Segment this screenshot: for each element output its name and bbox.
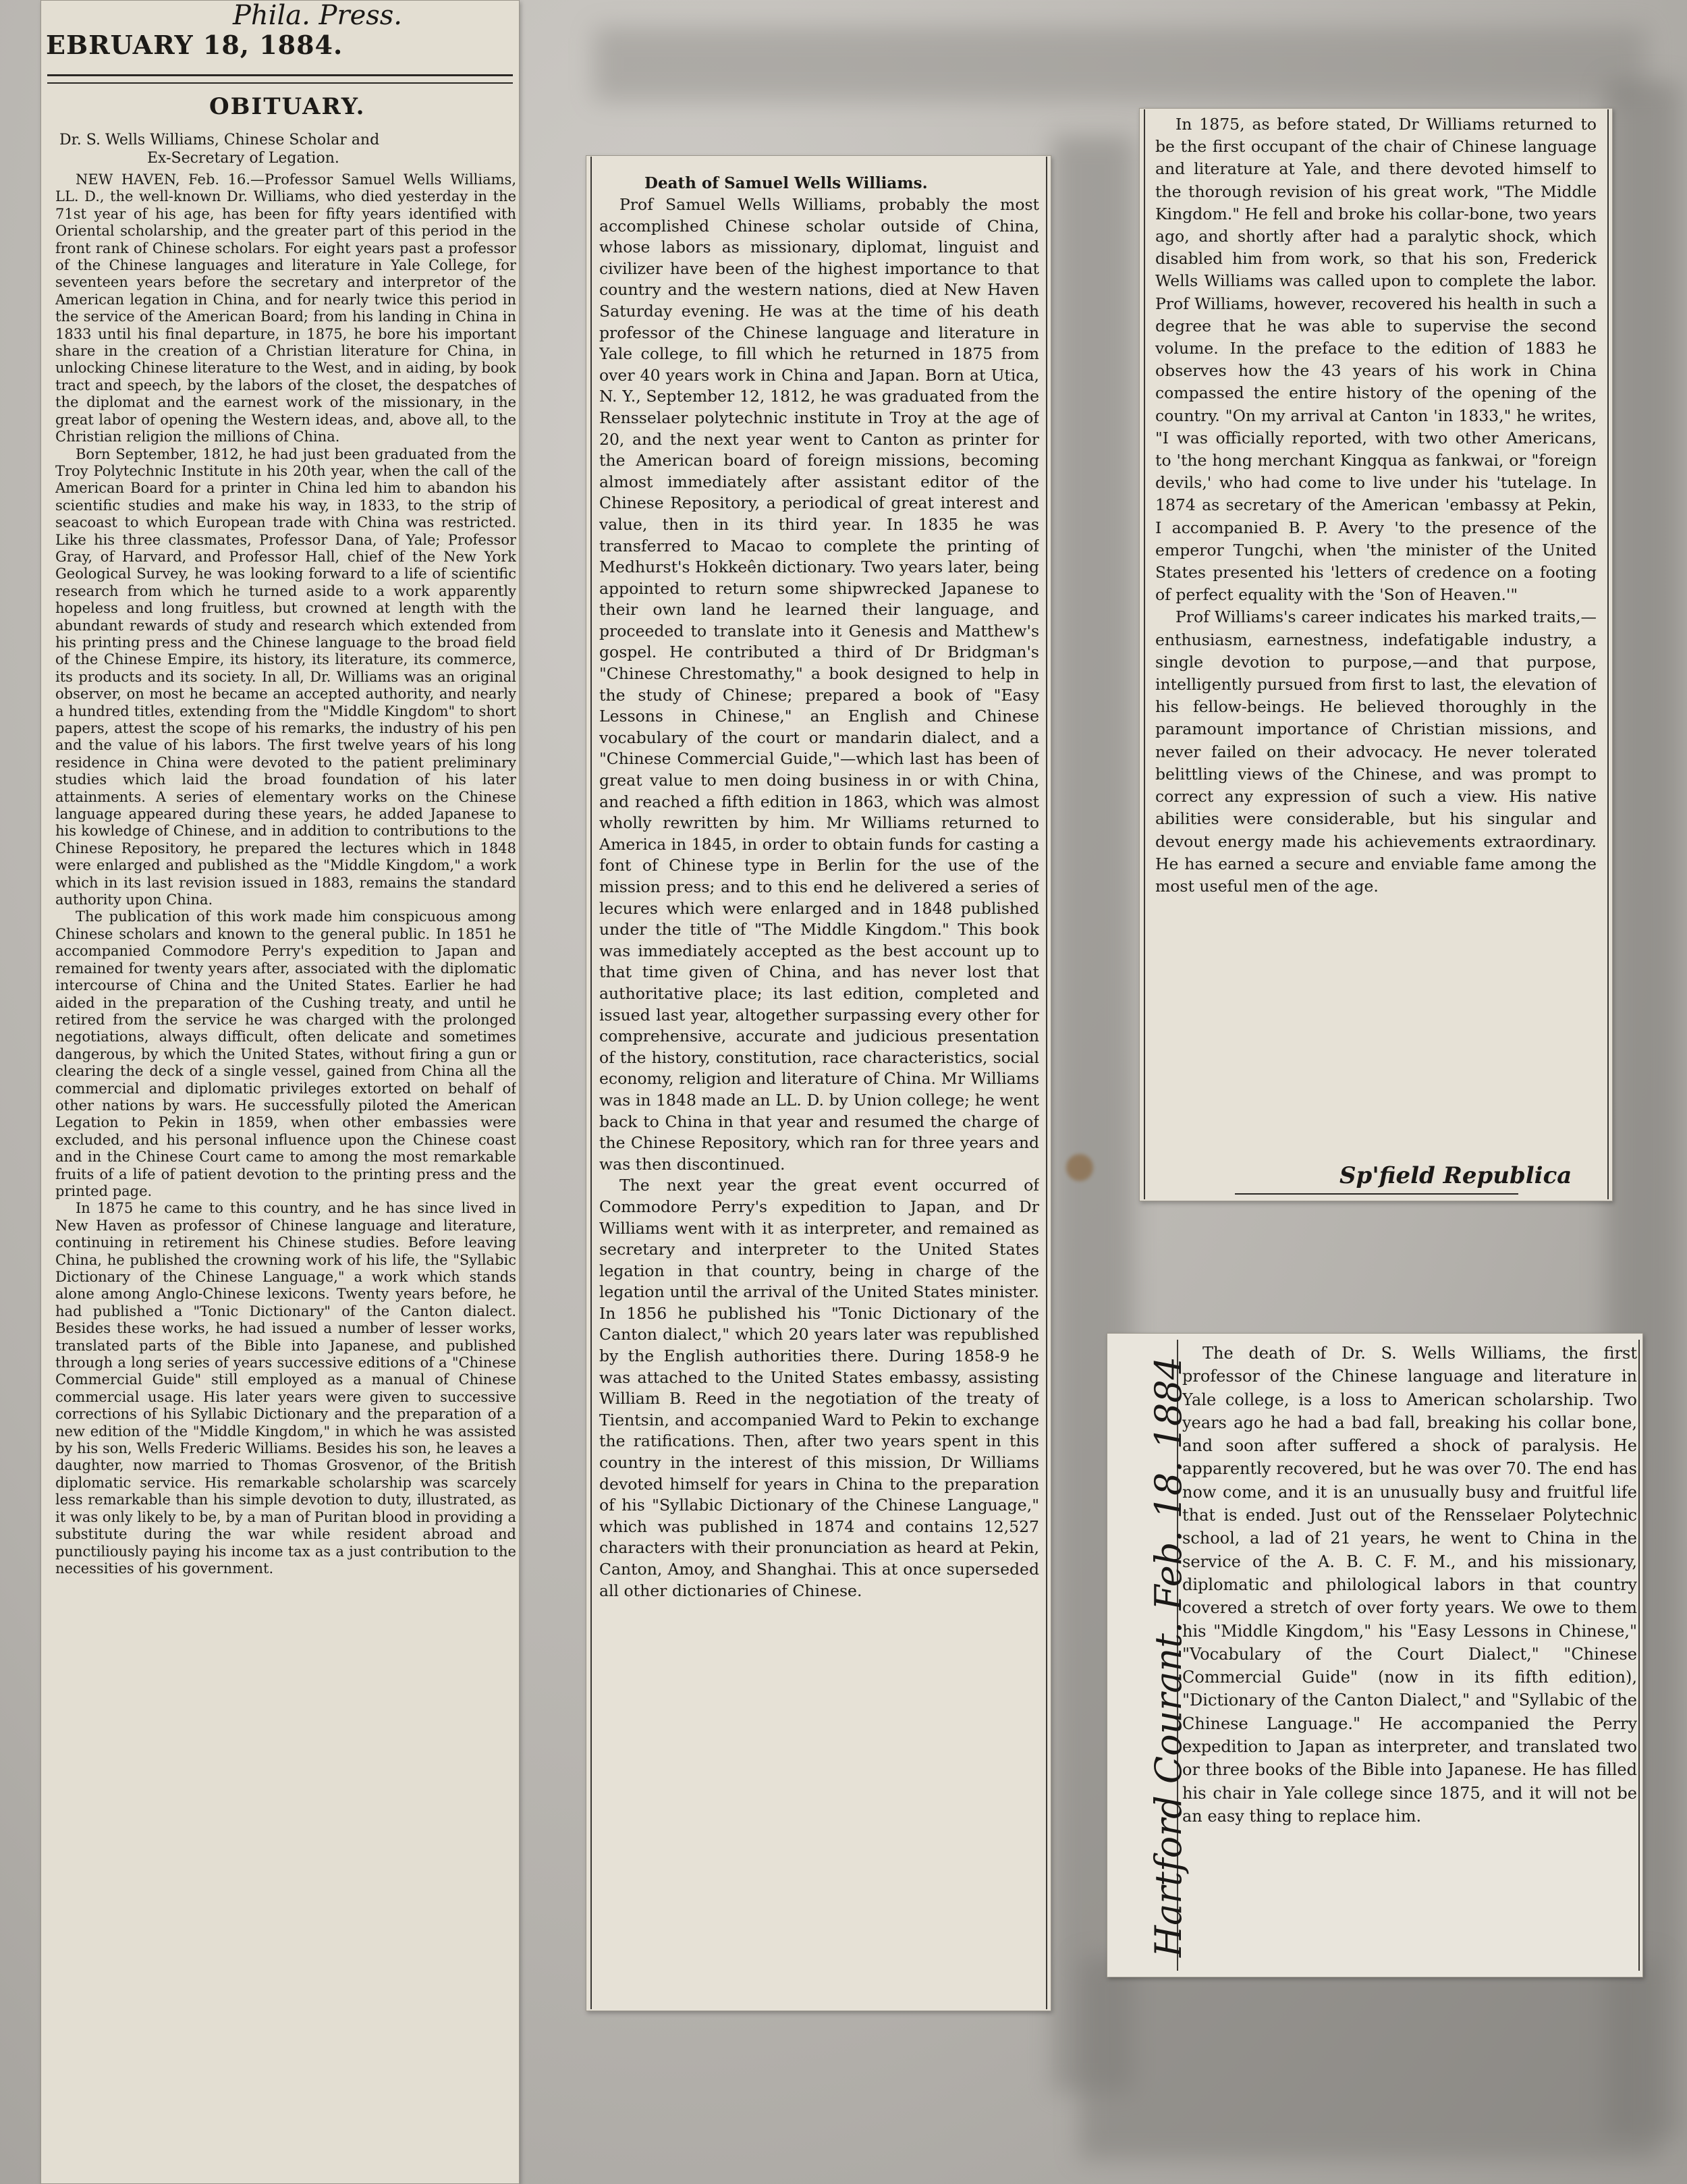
- obituary-title: OBITUARY.: [209, 93, 366, 120]
- column-rule: [590, 157, 592, 2009]
- column-rule: [1638, 1340, 1640, 1971]
- obituary-body: [55, 171, 516, 2183]
- column-rule: [1046, 157, 1047, 2009]
- obituary-subtitle: Dr. S. Wells Williams, Chinese Scholar and: [59, 132, 380, 148]
- courant-article-body: [1182, 1342, 1637, 1936]
- source-note-phila-press: Phila. Press.: [233, 0, 403, 31]
- dateline: EBRUARY 18, 1884.: [46, 30, 343, 60]
- obituary-paragraph: In 1875 he came to this country, and he has since lived in New Haven as professor of Chinese language and literature, continuing in retirement his Chinese studies. Before leaving China, he published the crowning work of his life, the "Syllabic Dictionary of the Chinese Language," a work which stands alone among Anglo-Chinese lexicons. Twenty years before, he had published a "Tonic Dictionary" of the Canton dialect. Besides these works, he had issued a number of lesser works, translated parts of the Bible into Japanese, and published through a long series of years successive editions of a "Chinese Commercial Guide" still employed as a manual of Chinese commercial usage. His later years were given to successive corrections of his Syllabic Dictionary and the preparation of a new edition of the "Middle Kingdom," in which he was assisted by his son, Wells Frederic Williams. Besides his son, he leaves a daughter, now married to Thomas Grosvenor, of the British diplomatic service. His remarkable scholarship was scarcely less remarkable than his simple devotion to duty, illustrated, as it was only likely to be, by a man of Puritan blood in providing a substitute during the war while resident abroad and punctiliously paying his income tax as a just contribution to the necessities of his government.: [55, 1200, 516, 1577]
- obituary-paragraph: Born September, 1812, he had just been graduated from the Troy Polytechnic Institute in his 20th year, when the call of the American Board for a printer in China led him to abandon his scientific studies and make his way, in 1833, to the strip of seacoast to which European trade with China was restricted. Like his three classmates, Professor Dana, of Yale; Professor Gray, of Harvard, and Professor Hall, chief of the New York Geological Survey, he was looking forward to a life of scientific research from which he turned aside to a work apparently hopeless and long fruitless, but crowned at length with the abundant rewards of study and research which extended from his printing press and the Chinese language to the broad field of the Chinese Empire, its history, its literature, its commerce, its products and its society. In all, Dr. Williams was an original observer, on most he became an accepted authority, and nearly a hundred titles, extending from the "Middle Kingdom" to short papers, attest the scope of his remarks, the industry of his pen and the value of his labors. The first twelve years of his long residence in China were devoted to the patient preliminary studies which laid the broad foundation of his later attainments. A series of elementary works on the Chinese language appeared during these years, he added Japanese to his kowledge of Chinese, and in addition to contributions to the Chinese Repository, he prepared the lectures which in 1848 were enlarged and published as the "Middle Kingdom," a work which in its last revision issued in 1883, remains the standard authority upon China.: [55, 445, 516, 908]
- death-article-title: Death of Samuel Wells Williams.: [644, 174, 928, 192]
- obituary-subtitle: Ex-Secretary of Legation.: [147, 150, 339, 167]
- column-rule: [1144, 109, 1145, 1199]
- dateline-rule: [47, 74, 513, 76]
- column-rule: [1607, 109, 1609, 1199]
- courant-article-paragraph: The death of Dr. S. Wells Williams, the first professor of the Chinese language and literature in Yale college, is a loss to American scholarship. Two years ago he had a bad fall, breaking his collar bone, and soon after suffered a shock of paralysis. He apparently recovered, but he was over 70. The end has now come, and it is an unusually busy and fruitful life that is ended. Just out of the Rensselaer Polytechnic school, a lad of 21 years, he went to China in the service of the A. B. C. F. M., and his missionary, diplomatic and philological labors in that country covered a stretch of over forty years. We owe to them his "Middle Kingdom," his "Easy Lessons in Chinese," "Vocabulary of the Court Dialect," "Chinese Commercial Guide" (now in its fifth edition), "Dictionary of the Canton Dialect," and "Syllabic of the Chinese Language." He accompanied the Perry expedition to Japan as interpreter, and translated two or three books of the Bible into Japanese. He has filled his chair in Yale college since 1875, and it will not be an easy thing to replace him.: [1182, 1344, 1637, 1826]
- handwritten-source-republican: Sp'field Republica: [1339, 1162, 1572, 1189]
- obituary-paragraph: The publication of this work made him conspicuous among Chinese scholars and known to the general public. In 1851 he accompanied Commodore Perry's expedition to Japan and remained for twenty years after, associated with the diplomatic intercourse of China and the United States. Earlier he had aided in the preparation of the Cushing treaty, and until he retired from the service he was charged with the prolonged negotiations, always difficult, often delicate and sometimes dangerous, by which the United States, without firing a gun or clearing the deck of a single vessel, gained from China all the commercial and diplomatic privileges extorted on behalf of other nations by wars. He successfully piloted the American Legation to Pekin in 1859, when other embassies were excluded, and his personal influence upon the Chinese coast and in the Chinese Court came to among the most remarkable fruits of a life of patient devotion to the printing press and the printed page.: [55, 908, 516, 1199]
- dateline-rule: [47, 82, 513, 84]
- republican-article-body: [1155, 113, 1597, 1166]
- page-shadow: [1080, 1957, 1660, 2160]
- death-article-paragraph: The next year the great event occurred of Commodore Perry's expedition to Japan, and Dr Williams went with it as interpreter, and remained as secretary and interpreter to the United States legation in that country, being in charge of the legation until the arrival of the United States minister. In 1856 he published his "Tonic Dictionary of the Canton dialect," which 20 years later was republished by the English authorities there. During 1858-9 he was attached to the United States embassy, assisting William B. Reed in the negotiation of the treaty of Tientsin, and accompanied Ward to Pekin to exchange the ratifications. Then, after two years spent in this country in the interest of this mission, Dr Williams devoted himself for years in China to the preparation of his "Syllabic Dictionary of the Chinese Language," which was published in 1874 and contains 12,527 characters with their pronunciation as heard at Pekin, Canton, Amoy, and Shanghai. This at once superseded all other dictionaries of Chinese.: [599, 1176, 1039, 1600]
- death-article-paragraph: Prof Samuel Wells Williams, probably the most accomplished Chinese scholar outside of China, whose labors as missionary, diplomat, linguist and civilizer have been of the highest importance to that country and the western nations, died at New Haven Saturday evening. He was at the time of his death professor of the Chinese language and literature in Yale college, to fill which he returned in 1875 from over 40 years work in China and Japan. Born at Utica, N. Y., September 12, 1812, he was graduated from the Rensselaer polytechnic institute in Troy at the age of 20, and the next year went to Canton as printer for the American board of foreign missions, becoming almost immediately after assistant editor of the Chinese Repository, a periodical of great interest and value, then in its third year. In 1835 he was transferred to Macao to complete the printing of Medhurst's Hokkeên dictionary. Two years later, being appointed to return some shipwrecked Japanese to their own land he learned their language, and proceeded to translate into it Genesis and Matthew's gospel. He contributed a third of Dr Bridgman's "Chinese Chrestomathy," a book designed to help in the study of Chinese; prepared a book of "Easy Lessons in Chinese," an English and Chinese vocabulary of the court or mandarin dialect, and a "Chinese Commercial Guide,"—which last has been of great value to men doing business in or with China, and reached a fifth edition in 1863, which was almost wholly rewritten by him. Mr Williams returned to America in 1845, in order to obtain funds for casting a font of Chinese type in Berlin for the use of the mission press; and to this end he delivered a series of lecures which were enlarged and in 1848 published under the title of "The Middle Kingdom." This book was immediately accepted as the best account up to that time given of China, and has never lost that authoritative place; its last edition, completed and issued last year, altogether surpassing every other for comprehensive, accurate and judicious presentation of the history, constitution, race characteristics, social economy, religion and literature of China. Mr Williams was in 1848 made an LL. D. by Union college; he went back to China in that year and resumed the charge of the Chinese Repository, which ran for three years and was then discontinued.: [599, 195, 1039, 1174]
- page-shadow: [594, 27, 1647, 101]
- death-article-body: [599, 194, 1039, 2003]
- republican-article-paragraph: Prof Williams's career indicates his marked traits,—enthusiasm, earnestness, indefatigable industry, a single devotion to purpose,—and that purpose, intelligently pursued from first to last, the elevation of his fellow-beings. He believed thoroughly in the paramount importance of Christian missions, and never failed on their advocacy. He never tolerated belittling views of the Chinese, and was prompt to correct any expression of such a view. His native abilities were considerable, but his singular and devout energy made his achievements extraordinary. He has earned a secure and enviable fame among the most useful men of the age.: [1155, 607, 1597, 896]
- paper-stain: [1066, 1154, 1093, 1181]
- clipping-rule: [1235, 1193, 1518, 1195]
- republican-article-paragraph: In 1875, as before stated, Dr Williams returned to be the first occupant of the chair of Chinese language and literature at Yale, and there devoted himself to the thorough revision of his great work, "The Middle Kingdom." He fell and broke his collar-bone, two years ago, and shortly after had a paralytic shock, which disabled him from work, so that his son, Frederick Wells Williams was called upon to complete the labor. Prof Williams, however, recovered his health in such a degree that he was able to supervise the second volume. In the preface to the edition of 1883 he observes how the 43 years of his work in China compassed the entire history of the opening of the country. "On my arrival at Canton 'in 1833," he writes, "I was officially reported, with two other Americans, to 'the hong merchant Kingqua as fankwai, or "foreign devils,' who had come to live under his 'tutelage. In 1874 as secretary of the American 'embassy at Pekin, I accompanied B. P. Avery 'to the presence of the emperor Tungchi, when 'the minister of the United States presented his 'letters of credence on a footing of perfect equality with the 'Son of Heaven.'": [1155, 115, 1597, 605]
- obituary-paragraph: NEW HAVEN, Feb. 16.—Professor Samuel Wells Williams, LL. D., the well-known Dr. Williams, who died yesterday in the 71st year of his age, has been for fifty years identified with Oriental scholarship, and the greater part of this period in the front rank of Chinese scholars. For eight years past a professor of the Chinese languages and literature in Yale College, for seventeen years before the secretary and interpretor of the American legation in China, and for nearly twice this period in the service of the American Board; from his landing in China in 1833 until his final departure, in 1875, he bore his important share in the creation of a Christian literature for China, in unlocking Chinese literature to the West, and in aiding, by book tract and speech, by the labors of the closet, the despatches of the diplomat and the earnest work of the missionary, in the great labor of opening the Western ideas, and, above all, to the Christian religion the millions of China.: [55, 171, 516, 445]
- handwritten-source-courant: Hartford Courant. Feb. 18. 1884: [1147, 1356, 1190, 1957]
